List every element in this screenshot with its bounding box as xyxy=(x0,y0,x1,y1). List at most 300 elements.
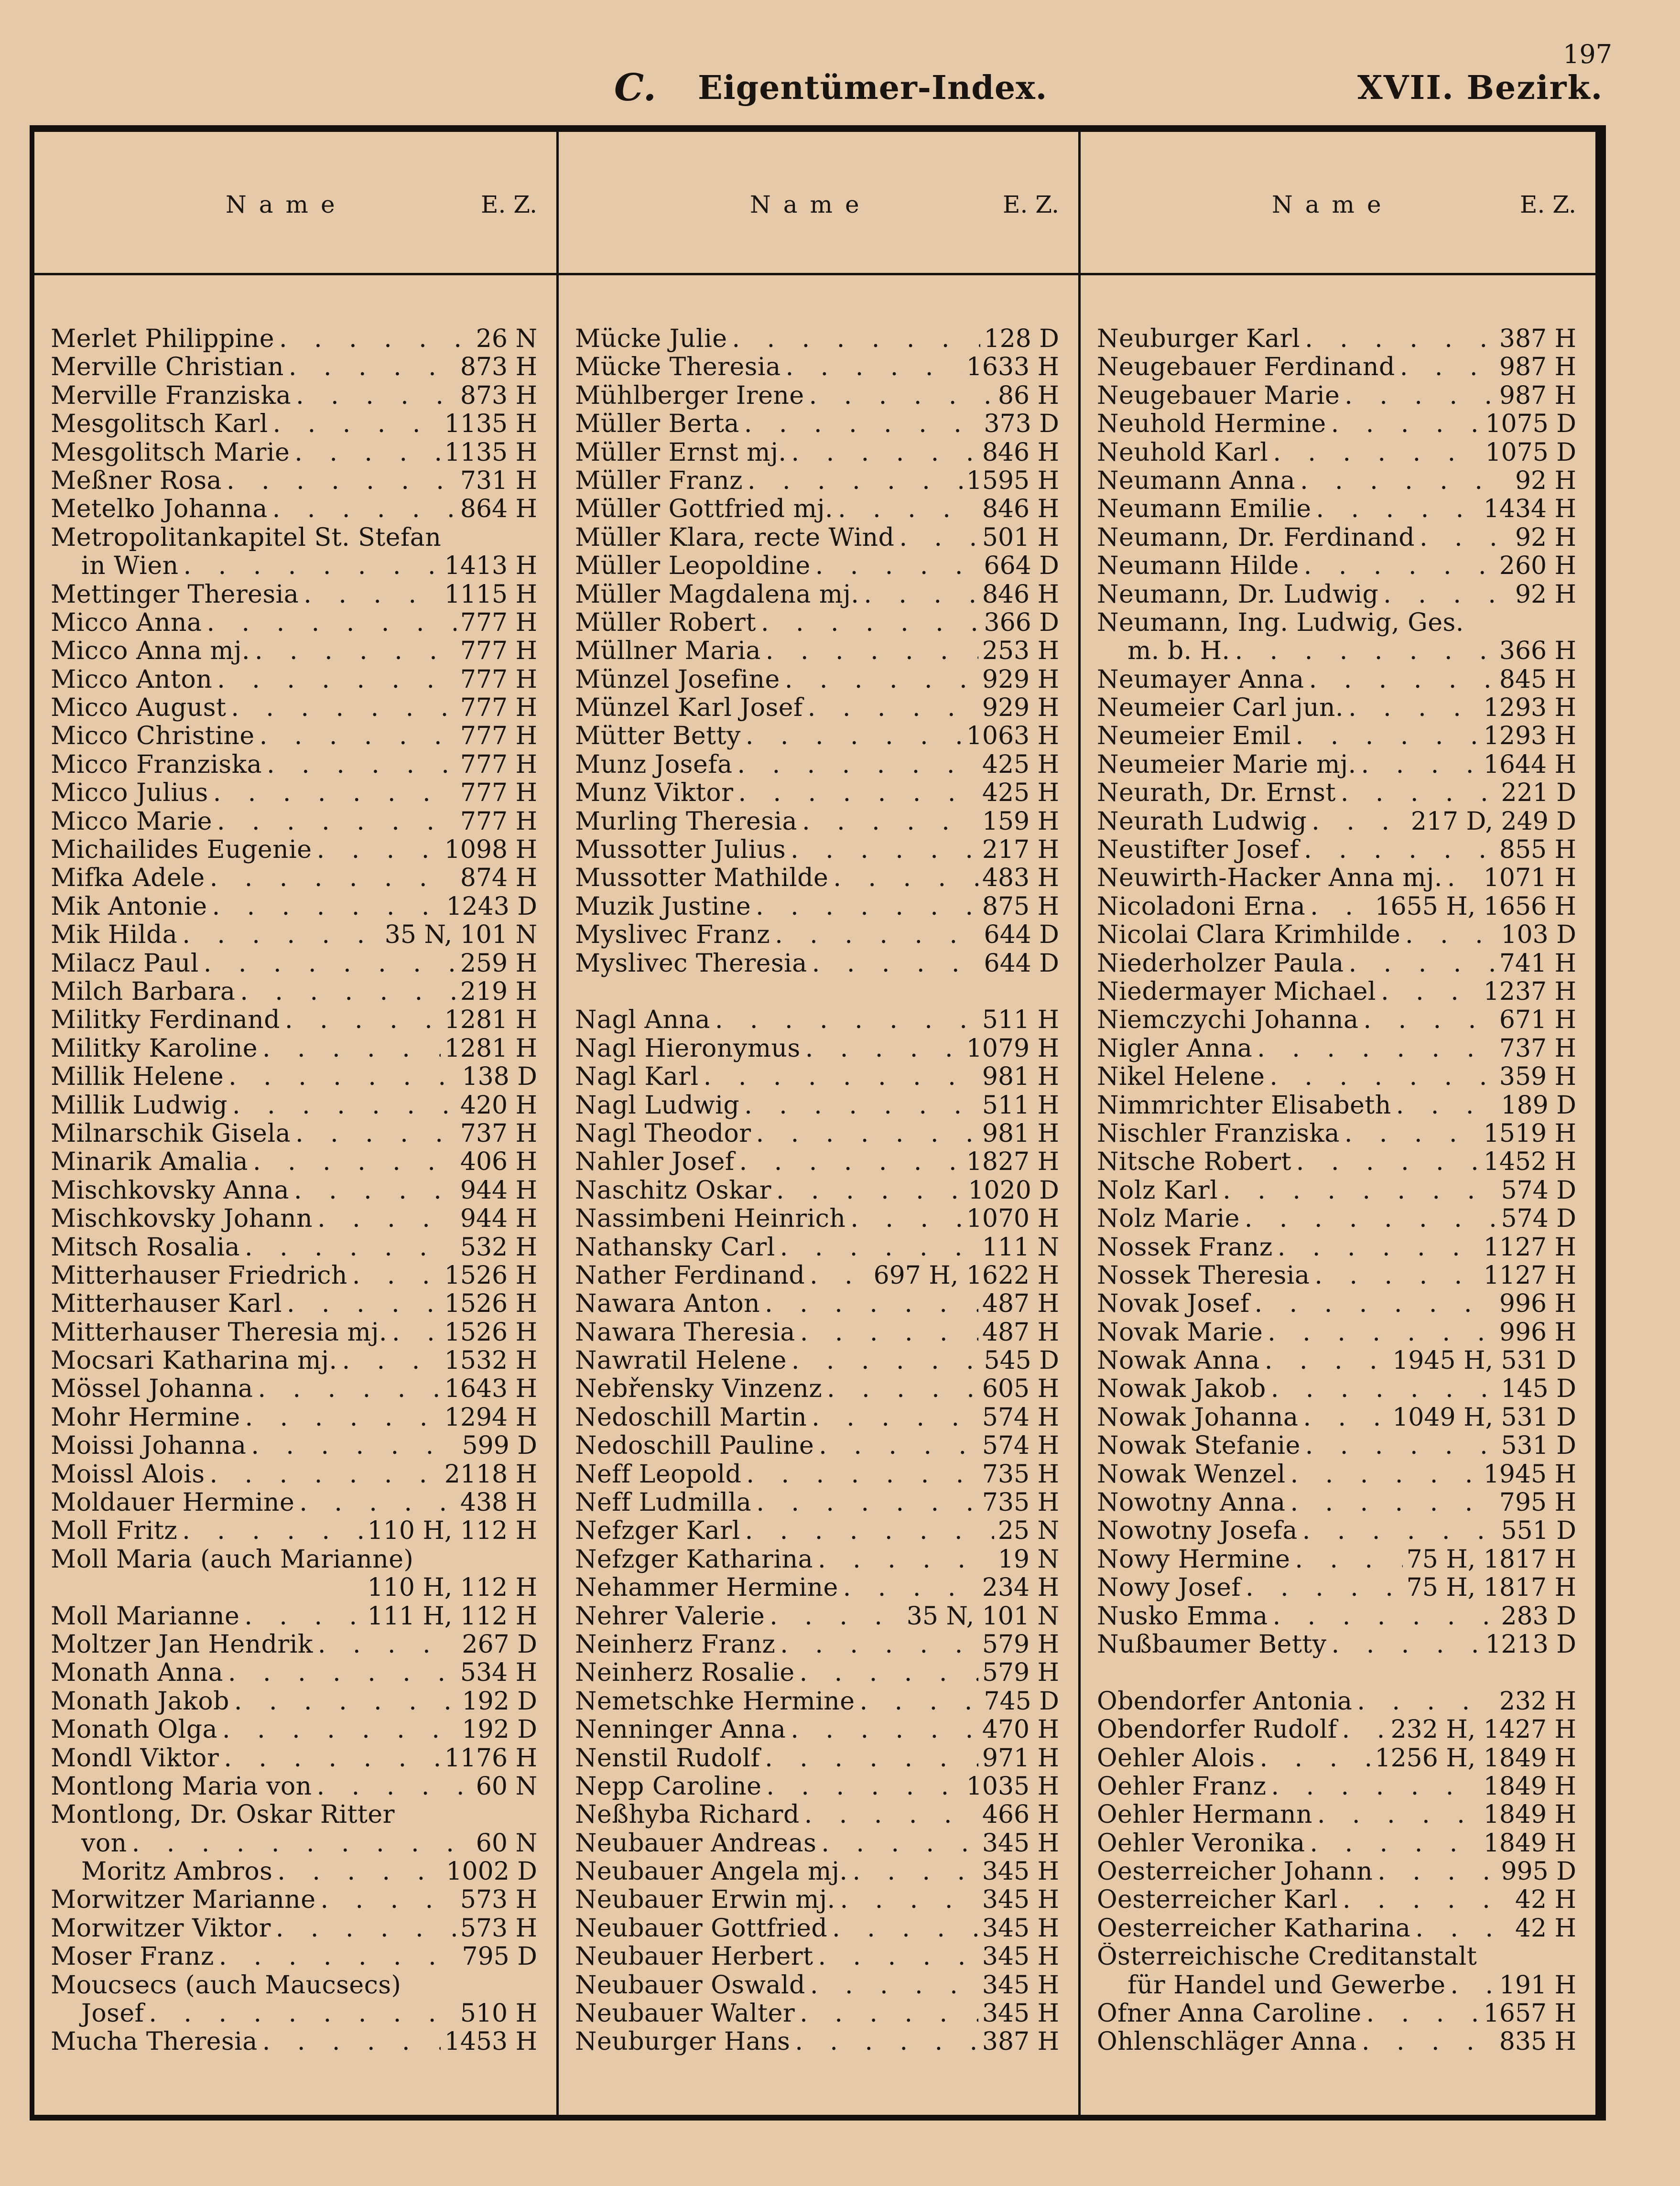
owner-name: Neff Leopold xyxy=(575,1460,742,1489)
dot-leader xyxy=(816,1829,978,1858)
ez-number: 987 H xyxy=(1499,353,1576,382)
dot-leader xyxy=(790,2028,978,2056)
owner-name: für Handel und Gewerbe xyxy=(1127,1971,1446,2000)
index-entry xyxy=(1081,1092,1595,1120)
owner-name: Mohr Hermine xyxy=(51,1403,240,1432)
index-entry xyxy=(559,694,1078,722)
index-entry xyxy=(1081,1063,1595,1091)
ez-number: 2118 H xyxy=(444,1460,537,1489)
index-entry xyxy=(34,751,556,779)
section-gap xyxy=(1081,1659,1595,1687)
owner-name: Nather Ferdinand xyxy=(575,1261,805,1290)
owner-name: Myslivec Franz xyxy=(575,921,770,950)
dot-leader xyxy=(1326,410,1482,438)
ez-number: 741 H xyxy=(1499,949,1576,978)
owner-name: Merlet Philippine xyxy=(51,325,275,353)
dot-leader xyxy=(313,1631,458,1659)
index-entry xyxy=(559,1006,1078,1034)
owner-name: Nebřensky Vinzenz xyxy=(575,1375,823,1404)
owner-name: Moucsecs (auch Maucsecs) xyxy=(51,1971,401,2000)
index-entry xyxy=(1081,1971,1595,2000)
ez-number: 425 H xyxy=(982,779,1059,808)
dot-leader xyxy=(710,1006,978,1034)
dot-leader xyxy=(813,1943,978,1971)
owner-name: Neumeier Carl jun. xyxy=(1097,694,1344,723)
dot-leader xyxy=(1327,1631,1482,1659)
index-entry xyxy=(559,1744,1078,1773)
owner-name: Merville Christian xyxy=(51,353,284,382)
owner-name: Moll Marianne xyxy=(51,1602,240,1631)
dot-leader xyxy=(1263,1319,1496,1347)
index-entry xyxy=(1081,1234,1595,1262)
ez-number: 795 D xyxy=(462,1943,537,1971)
ez-number: 86 H xyxy=(997,381,1059,410)
ez-number: 1035 H xyxy=(966,1772,1059,1801)
owner-name: Mühlberger Irene xyxy=(575,381,804,410)
ez-number: 487 H xyxy=(982,1290,1059,1319)
index-entry xyxy=(34,808,556,836)
dot-leader xyxy=(282,1290,441,1318)
dot-leader xyxy=(835,1886,978,1914)
index-entry xyxy=(34,1659,556,1687)
dot-leader xyxy=(735,1148,963,1176)
index-entry xyxy=(559,1177,1078,1205)
owner-name: Nowak Johanna xyxy=(1097,1403,1299,1432)
ez-number: 111 N xyxy=(982,1233,1059,1262)
ez-number: 573 H xyxy=(460,1914,537,1943)
owner-name: Nowy Hermine xyxy=(1097,1545,1290,1574)
index-entry xyxy=(34,1602,556,1631)
ez-number: 366 D xyxy=(984,608,1059,637)
ez-number: 217 H xyxy=(982,836,1059,865)
index-entry xyxy=(559,1432,1078,1460)
index-entry xyxy=(1081,1489,1595,1517)
owner-name: Müller Ernst mj. xyxy=(575,438,787,467)
ez-number: 387 H xyxy=(1499,325,1576,353)
dot-leader xyxy=(214,1943,458,1971)
index-entry xyxy=(34,1915,556,1943)
ez-number: 1945 H xyxy=(1483,1460,1576,1489)
ez-number: 487 H xyxy=(982,1318,1059,1347)
owner-name: Nathansky Carl xyxy=(575,1233,775,1262)
index-entry xyxy=(34,1744,556,1773)
index-entry xyxy=(559,1716,1078,1744)
district-label: XVII. Bezirk. xyxy=(1357,69,1604,107)
dot-leader xyxy=(838,1574,978,1602)
dot-leader xyxy=(756,609,980,637)
index-entry xyxy=(1081,1319,1595,1347)
ez-number: 159 H xyxy=(982,807,1059,836)
owner-name: Morwitzer Viktor xyxy=(51,1914,271,1943)
index-entry xyxy=(1081,552,1595,580)
owner-name: Novak Marie xyxy=(1097,1318,1263,1347)
owner-name: Mitsch Rosalia xyxy=(51,1233,240,1262)
dot-leader xyxy=(1268,1602,1497,1631)
dot-leader xyxy=(1298,1404,1388,1432)
index-entry xyxy=(1081,666,1595,694)
owner-name: Micco Franziska xyxy=(51,750,262,779)
dot-leader xyxy=(760,1744,978,1773)
dot-leader xyxy=(226,694,456,722)
dot-leader xyxy=(1373,1858,1497,1886)
index-entry xyxy=(34,1546,556,1574)
index-entry xyxy=(34,1035,556,1063)
ez-number: 1849 H xyxy=(1483,1801,1576,1829)
ez-number: 192 D xyxy=(462,1687,537,1716)
owner-name: Müller Magdalena mj. xyxy=(575,580,859,609)
ez-number: 1135 H xyxy=(444,410,537,439)
index-entry xyxy=(559,1886,1078,1914)
dot-leader xyxy=(795,2000,978,2028)
owner-name: Neubauer Angela mj. xyxy=(575,1858,848,1886)
dot-leader xyxy=(144,2000,456,2028)
dot-leader xyxy=(1290,1546,1402,1574)
dot-leader xyxy=(775,1234,978,1262)
dot-leader xyxy=(229,1688,458,1716)
dot-leader xyxy=(833,495,978,523)
ez-number: 25 N xyxy=(997,1517,1059,1546)
owner-name: Neubauer Oswald xyxy=(575,1971,805,2000)
dot-leader xyxy=(1230,637,1496,665)
dot-leader xyxy=(255,722,456,750)
ez-number: 387 H xyxy=(982,2028,1059,2056)
owner-name: Neumayer Anna xyxy=(1097,665,1304,694)
ez-number: 35 N, 101 N xyxy=(384,921,537,950)
ez-number: 406 H xyxy=(460,1148,537,1177)
owner-name: Nenninger Anna xyxy=(575,1716,786,1744)
dot-leader xyxy=(240,1234,456,1262)
index-entry xyxy=(1081,864,1595,892)
index-entry xyxy=(34,353,556,381)
dot-leader xyxy=(1442,864,1480,892)
index-entry xyxy=(1081,1574,1595,1602)
dot-leader xyxy=(760,1290,978,1318)
ez-number: 777 H xyxy=(460,750,537,779)
ez-number: 1945 H, 531 D xyxy=(1392,1347,1576,1375)
dot-leader xyxy=(1266,1375,1497,1403)
ez-number: 1293 H xyxy=(1483,694,1576,723)
owner-name: Oehler Franz xyxy=(1097,1772,1267,1801)
owner-name: Nefzger Katharina xyxy=(575,1545,813,1574)
ez-number: 1127 H xyxy=(1483,1261,1576,1290)
ez-number: 737 H xyxy=(460,1119,537,1148)
owner-name: Neumann Anna xyxy=(1097,466,1296,495)
ez-number: 359 H xyxy=(1499,1063,1576,1092)
owner-name: Müller Gottfried mj. xyxy=(575,495,834,524)
owner-name: Ohlenschläger Anna xyxy=(1097,2028,1357,2056)
index-entry xyxy=(1081,1943,1595,1971)
ez-number: 846 H xyxy=(982,438,1059,467)
owner-name: Mücke Julie xyxy=(575,325,727,353)
owner-name: Neubauer Herbert xyxy=(575,1943,813,1971)
index-entry xyxy=(34,581,556,609)
index-entry xyxy=(34,694,556,722)
dot-leader xyxy=(258,2028,441,2056)
page-header xyxy=(0,66,1680,109)
owner-name: Obendorfer Rudolf xyxy=(1097,1716,1337,1744)
dot-leader xyxy=(312,836,441,864)
owner-name: Nehammer Hermine xyxy=(575,1574,838,1602)
dot-leader xyxy=(775,1631,978,1659)
dot-leader xyxy=(1250,1290,1496,1318)
dot-leader xyxy=(761,1773,962,1801)
ez-number: 128 D xyxy=(984,325,1059,353)
owner-name: Oesterreicher Johann xyxy=(1097,1858,1373,1886)
ez-number: 835 H xyxy=(1499,2028,1576,2056)
ez-number: 111 H, 112 H xyxy=(367,1602,537,1631)
ez-number: 996 H xyxy=(1499,1318,1576,1347)
index-entry xyxy=(1081,1631,1595,1659)
dot-leader xyxy=(751,893,978,921)
index-entry xyxy=(559,1120,1078,1148)
dot-leader xyxy=(859,581,978,609)
owner-name: Neumann, Ing. Ludwig, Ges. xyxy=(1097,608,1464,637)
index-entry xyxy=(34,722,556,750)
owner-name: Niedermayer Michael xyxy=(1097,977,1377,1006)
owner-name: Mocsari Katharina mj. xyxy=(51,1347,337,1375)
dot-leader xyxy=(272,1858,442,1886)
dot-leader xyxy=(1312,1801,1480,1829)
dot-leader xyxy=(814,1432,978,1460)
index-entry xyxy=(34,1943,556,1971)
dot-leader xyxy=(894,524,978,552)
owner-name: Micco Anton xyxy=(51,665,213,694)
dot-leader xyxy=(235,978,456,1006)
owner-name: Niederholzer Paula xyxy=(1097,949,1344,978)
dot-leader xyxy=(805,1262,869,1290)
index-entry xyxy=(559,808,1078,836)
index-entry xyxy=(559,1262,1078,1290)
ez-number: 345 H xyxy=(982,1829,1059,1858)
dot-leader xyxy=(1338,1886,1511,1914)
dot-leader xyxy=(313,1205,456,1233)
index-entry xyxy=(559,1915,1078,1943)
ez-number: 664 D xyxy=(984,552,1059,581)
index-entry xyxy=(559,836,1078,864)
ez-number: 777 H xyxy=(460,807,537,836)
ez-number: 217 D, 249 D xyxy=(1410,807,1576,836)
owner-name: Moll Maria (auch Marianne) xyxy=(51,1545,414,1574)
dot-leader xyxy=(312,1773,472,1801)
index-entry xyxy=(1081,1432,1595,1460)
column-3 xyxy=(1078,132,1595,2115)
index-entry xyxy=(1081,467,1595,495)
owner-name: Mesgolitsch Marie xyxy=(51,438,290,467)
dot-leader xyxy=(219,1744,440,1773)
dot-leader xyxy=(741,1461,978,1489)
dot-leader xyxy=(1218,1177,1497,1205)
dot-leader xyxy=(212,808,456,836)
dot-leader xyxy=(208,779,456,807)
owner-name: Nagl Karl xyxy=(575,1063,699,1092)
dot-leader xyxy=(1311,495,1480,523)
ez-number: 1595 H xyxy=(966,466,1059,495)
ez-number: 1644 H xyxy=(1483,750,1576,779)
dot-leader xyxy=(1241,1574,1403,1602)
dot-leader xyxy=(1260,1347,1388,1375)
ez-number: 60 N xyxy=(476,1772,537,1801)
dot-leader xyxy=(239,1602,363,1631)
dot-leader xyxy=(1305,1829,1480,1858)
index-entry xyxy=(34,1773,556,1801)
owner-name: Nedoschill Pauline xyxy=(575,1432,814,1461)
index-entry xyxy=(34,779,556,807)
index-entry xyxy=(1081,1829,1595,1858)
ez-number: 987 H xyxy=(1499,381,1576,410)
owner-name: Mössel Johanna xyxy=(51,1375,253,1404)
ez-number: 1075 D xyxy=(1485,438,1576,467)
ez-number: 345 H xyxy=(982,1858,1059,1886)
dot-leader xyxy=(1301,1432,1497,1460)
ez-number: 795 H xyxy=(1499,1489,1576,1517)
ez-number: 259 H xyxy=(460,949,537,978)
dot-leader xyxy=(803,694,978,722)
index-entry xyxy=(559,1659,1078,1687)
owner-name: Neuwirth-Hacker Anna mj. xyxy=(1097,864,1442,893)
owner-name: Mischkovsky Johann xyxy=(51,1205,313,1234)
index-entry xyxy=(34,1716,556,1744)
ez-number: 1079 H xyxy=(966,1034,1059,1063)
dot-leader xyxy=(224,1063,458,1091)
owner-name: Neuhold Karl xyxy=(1097,438,1268,467)
index-entry xyxy=(34,1886,556,1914)
dot-leader xyxy=(268,410,441,438)
owner-name: Neinherz Franz xyxy=(575,1630,776,1659)
index-entry xyxy=(559,1858,1078,1886)
owner-name: Merville Franziska xyxy=(51,381,292,410)
index-entry xyxy=(34,2000,556,2028)
dot-leader xyxy=(1307,808,1407,836)
ez-number: 345 H xyxy=(982,2000,1059,2028)
owner-name: Neumann, Dr. Ferdinand xyxy=(1097,523,1415,552)
owner-name: Nowotny Josefa xyxy=(1097,1517,1298,1546)
owner-name: Nischler Franziska xyxy=(1097,1119,1340,1148)
owner-name: Moissl Alois xyxy=(51,1460,205,1489)
owner-name: Moldauer Hermine xyxy=(51,1489,295,1517)
owner-name: Neubauer Erwin mj. xyxy=(575,1886,835,1915)
dot-leader xyxy=(1240,1205,1497,1233)
index-entry xyxy=(1081,1688,1595,1716)
dot-leader xyxy=(205,864,456,892)
owner-name: Mondl Viktor xyxy=(51,1744,219,1773)
index-entry xyxy=(559,2000,1078,2028)
index-entry xyxy=(34,439,556,467)
owner-name: Nassimbeni Heinrich xyxy=(575,1205,846,1234)
index-entry xyxy=(34,467,556,495)
owner-name: Michailides Eugenie xyxy=(51,836,312,865)
index-entry xyxy=(34,1205,556,1233)
owner-name: Micco Anna mj. xyxy=(51,637,250,666)
owner-name: m. b. H. xyxy=(1127,637,1230,666)
ez-number: 42 H xyxy=(1515,1914,1576,1943)
index-entry xyxy=(559,1205,1078,1233)
page-number: 197 xyxy=(1563,39,1613,69)
dot-leader xyxy=(1446,1971,1496,2000)
dot-leader xyxy=(290,439,440,467)
ez-number: 260 H xyxy=(1499,552,1576,581)
ez-number: 531 D xyxy=(1501,1432,1576,1461)
index-entry xyxy=(559,666,1078,694)
owner-name: Micco Anna xyxy=(51,608,202,637)
ez-number: 846 H xyxy=(982,580,1059,609)
owner-name: Müller Klara, recte Wind xyxy=(575,523,895,552)
dot-leader xyxy=(1340,382,1496,410)
column-header xyxy=(34,132,556,275)
owner-name: Munz Josefa xyxy=(575,750,733,779)
ez-number: 1526 H xyxy=(444,1261,537,1290)
owner-name: Moll Fritz xyxy=(51,1517,178,1546)
owner-name: Neßhyba Richard xyxy=(575,1801,800,1829)
index-entry xyxy=(559,1404,1078,1432)
index-entry xyxy=(1081,1602,1595,1631)
owner-name: Oesterreicher Katharina xyxy=(1097,1914,1411,1943)
ez-number: 425 H xyxy=(982,750,1059,779)
dot-leader xyxy=(212,666,456,694)
index-entry xyxy=(1081,581,1595,609)
dot-leader xyxy=(177,1517,363,1545)
dot-leader xyxy=(202,609,456,637)
index-entry xyxy=(559,864,1078,892)
ez-number: 735 H xyxy=(982,1460,1059,1489)
dot-leader xyxy=(1299,836,1496,864)
dot-leader xyxy=(781,353,963,381)
owner-name: Müller Robert xyxy=(575,608,756,637)
ez-number: 103 D xyxy=(1501,921,1576,950)
dot-leader xyxy=(739,410,980,438)
owner-name: Neumann Hilde xyxy=(1097,552,1299,581)
ez-number: 145 D xyxy=(1501,1375,1576,1404)
entry-list xyxy=(559,275,1078,2056)
dot-leader xyxy=(827,1915,978,1943)
dot-leader xyxy=(1273,1234,1480,1262)
ez-number: 1643 H xyxy=(444,1375,537,1404)
owner-name: Nagl Theodor xyxy=(575,1119,751,1148)
index-entry xyxy=(1081,1517,1595,1545)
index-entry xyxy=(559,637,1078,665)
index-entry xyxy=(34,410,556,438)
index-entry xyxy=(34,1858,556,1886)
owner-name: Nowotny Anna xyxy=(1097,1489,1286,1517)
ez-number: 574 H xyxy=(982,1403,1059,1432)
ez-number: 1281 H xyxy=(444,1034,537,1063)
ez-number: 283 D xyxy=(1501,1602,1576,1631)
index-table xyxy=(30,125,1606,2121)
ez-number: 864 H xyxy=(460,495,537,524)
ez-number: 545 D xyxy=(984,1347,1059,1375)
owner-name: Morwitzer Marianne xyxy=(51,1886,316,1915)
ez-number: 511 H xyxy=(982,1091,1059,1120)
index-entry xyxy=(34,495,556,523)
ez-number: 373 D xyxy=(984,410,1059,439)
index-entry xyxy=(34,1829,556,1858)
dot-leader xyxy=(347,1262,441,1290)
ez-number: 42 H xyxy=(1515,1886,1576,1915)
index-entry xyxy=(1081,694,1595,722)
index-entry xyxy=(1081,1006,1595,1034)
ez-number: 579 H xyxy=(982,1630,1059,1659)
ez-number: 501 H xyxy=(982,523,1059,552)
index-entry xyxy=(1081,950,1595,978)
owner-name: Minarik Amalia xyxy=(51,1148,249,1177)
ez-number: 1849 H xyxy=(1483,1772,1576,1801)
ez-number: 777 H xyxy=(460,722,537,751)
index-entry xyxy=(1081,1148,1595,1176)
owner-name: Münzel Josefine xyxy=(575,665,780,694)
owner-name: Neubauer Walter xyxy=(575,2000,795,2028)
dot-leader xyxy=(268,495,456,523)
index-entry xyxy=(34,1461,556,1489)
dot-leader xyxy=(1267,1773,1480,1801)
